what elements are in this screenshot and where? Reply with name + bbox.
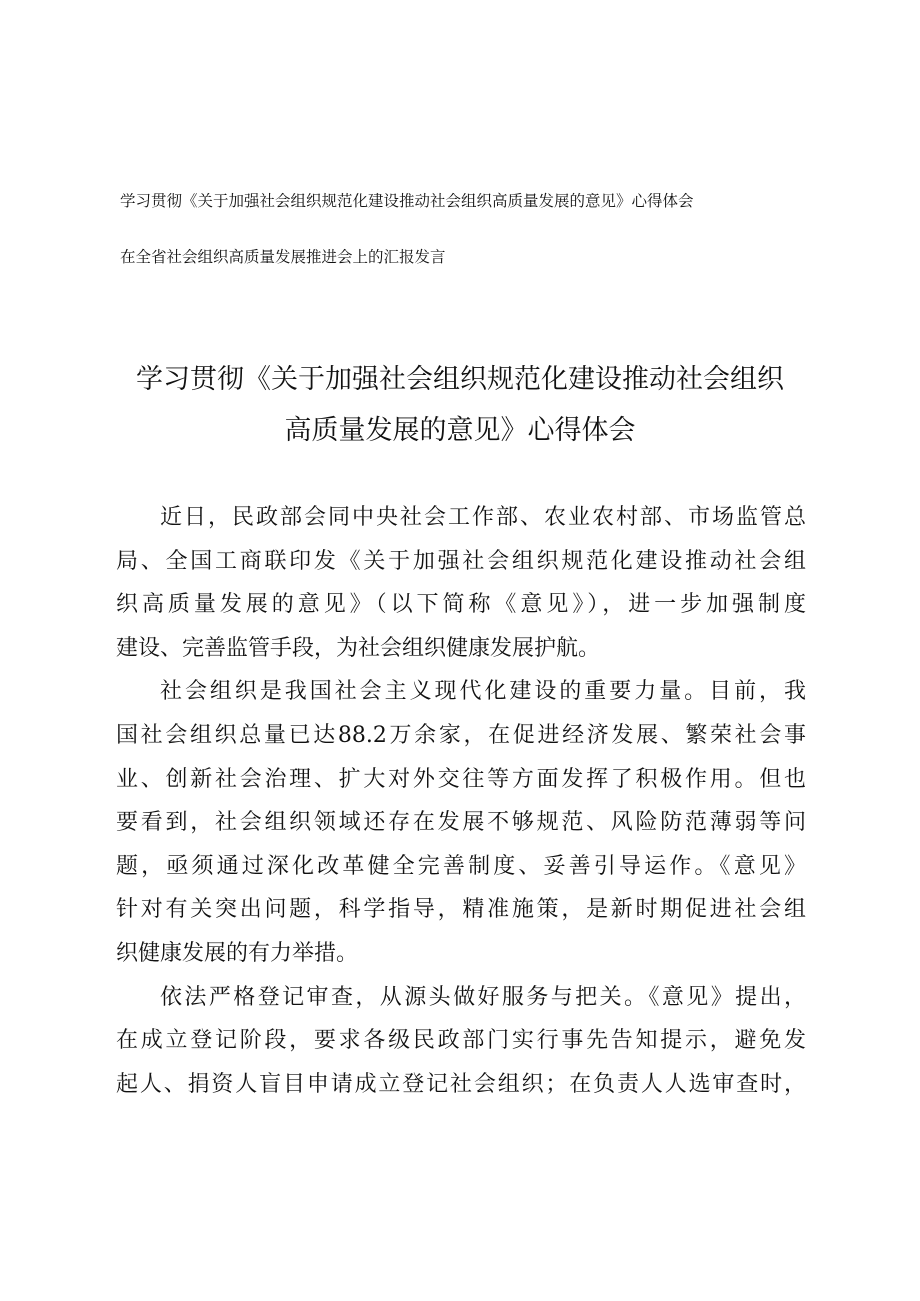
paragraph-line: 局、全国工商联印发《关于加强社会组织规范化建设推动社会组 [116, 548, 806, 574]
article-title-line-1: 学习贯彻《关于加强社会组织规范化建设推动社会组织 [136, 364, 784, 395]
paragraph-line: 近日，民政部会同中央社会工作部、农业农村部、市场监管总 [160, 505, 806, 530]
paragraph-line: 要看到，社会组织领域还存在发展不够规范、风险防范薄弱等问 [116, 810, 806, 836]
toc-line-1: 学习贯彻《关于加强社会组织规范化建设推动社会组织高质量发展的意见》心得体会 [120, 192, 694, 210]
paragraph-3 [116, 976, 806, 1107]
paragraph-line: 国社会组织总量已达88.2万余家，在促进经济发展、繁荣社会事 [116, 722, 806, 748]
paragraph-line: 织高质量发展的意见》（以下简称《意见》），进一步加强制度 [116, 592, 806, 618]
article-title-line-2: 高质量发展的意见》心得体会 [284, 415, 636, 446]
paragraph-line: 依法严格登记审查，从源头做好服务与把关。《意见》提出， [160, 984, 806, 1010]
paragraph-line: 在成立登记阶段，要求各级民政部门实行事先告知提示，避免发 [116, 1028, 806, 1054]
paragraph-line: 业、创新社会治理、扩大对外交往等方面发挥了积极作用。但也 [116, 766, 806, 792]
paragraph-line: 社会组织是我国社会主义现代化建设的重要力量。目前，我 [160, 679, 806, 705]
article-body [116, 496, 806, 1106]
paragraph-line: 针对有关突出问题，科学指导，精准施策，是新时期促进社会组 [116, 897, 806, 923]
paragraph-1 [116, 496, 806, 670]
paragraph-line: 起人、捐资人盲目申请成立登记社会组织；在负责人人选审查时， [116, 1071, 806, 1097]
paragraph-line: 建设、完善监管手段，为社会组织健康发展护航。 [116, 635, 601, 661]
paragraph-line: 织健康发展的有力举措。 [116, 940, 359, 966]
paragraph-2 [116, 670, 806, 975]
toc-line-2: 在全省社会组织高质量发展推进会上的汇报发言 [120, 248, 446, 266]
paragraph-line: 题，亟须通过深化改革健全完善制度、妥善引导运作。《意见》 [116, 853, 806, 879]
